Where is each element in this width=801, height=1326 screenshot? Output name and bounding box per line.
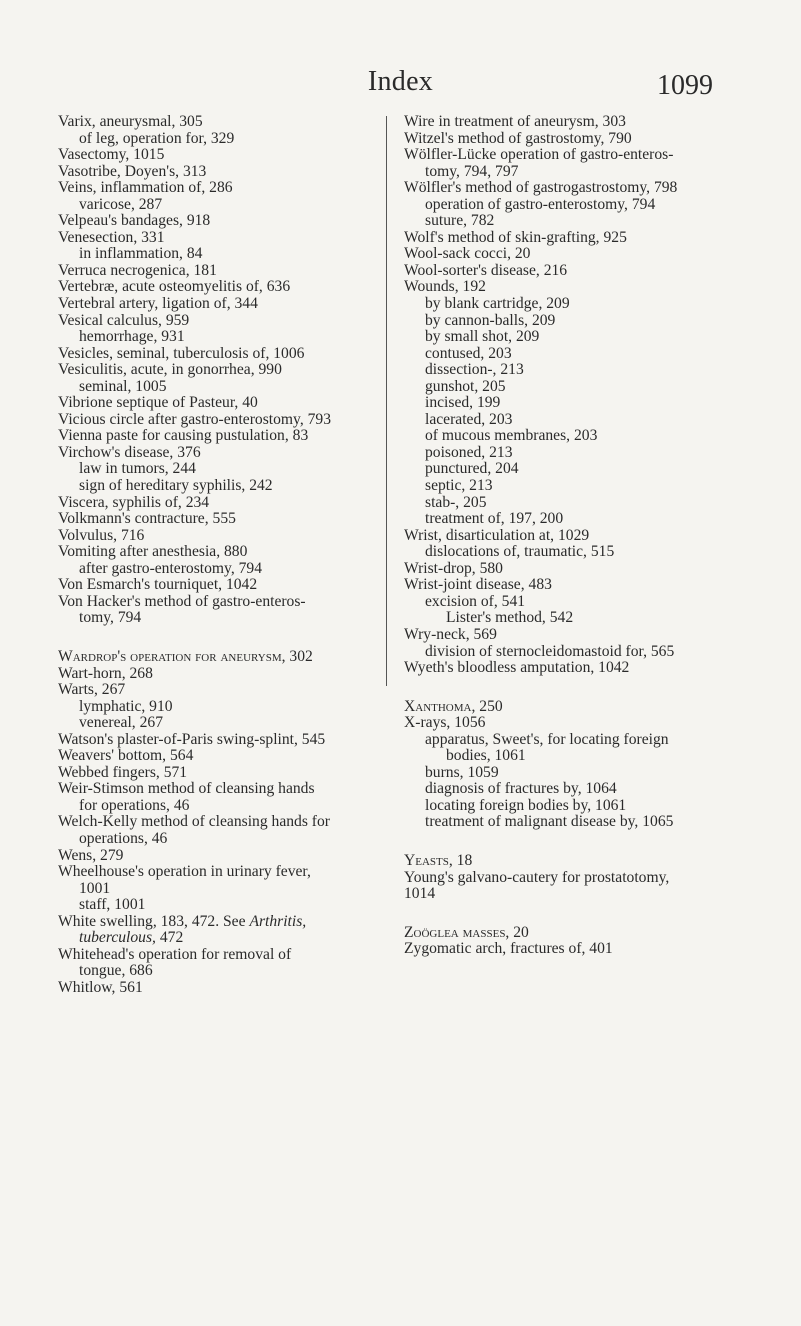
index-entry: Vertebral artery, ligation of, 344 — [58, 295, 258, 313]
index-entry: Weavers' bottom, 564 — [58, 747, 194, 765]
index-entry: Viscera, syphilis of, 234 — [58, 493, 210, 511]
page-number: 1099 — [657, 70, 713, 101]
index-entry: Wrist, disarticulation at, 1029 — [404, 526, 590, 544]
index-entry: Whitlow, 561 — [58, 978, 143, 996]
index-entry: operation of gastro-enterostomy, 794 — [425, 195, 656, 213]
index-entry: tomy, 794 — [79, 609, 142, 627]
index-entry: for operations, 46 — [79, 796, 190, 814]
index-entry: Wool-sack cocci, 20 — [404, 245, 531, 263]
index-entry — [58, 914, 368, 931]
index-entry-text: Wardrop's operation for aneurysm, 302 — [58, 647, 313, 665]
index-entry: venereal, 267 — [79, 714, 163, 732]
index-entry: 1001 — [79, 879, 111, 897]
index-entry: Vertebræ, acute osteomyelitis of, 636 — [58, 278, 291, 296]
index-entry: Wyeth's bloodless amputation, 1042 — [404, 659, 630, 677]
index-entry: septic, 213 — [425, 477, 493, 495]
index-entry-text: 472 — [155, 929, 184, 947]
index-entry: burns, 1059 — [425, 763, 499, 781]
section-gap — [58, 627, 368, 649]
index-entry: Wheelhouse's operation in urinary fever, — [58, 863, 311, 881]
index-entry: Wrist-joint disease, 483 — [404, 576, 552, 594]
index-entry: Wölfler-Lücke operation of gastro-enteros- — [404, 146, 674, 164]
index-entry: Witzel's method of gastrostomy, 790 — [404, 129, 632, 147]
index-entry-text: Xanthoma, 250 — [404, 697, 503, 715]
index-entry: of leg, operation for, 329 — [79, 129, 235, 147]
index-entry: Whitehead's operation for removal of — [58, 945, 292, 963]
index-entry: Verruca necrogenica, 181 — [58, 261, 217, 279]
index-entry: 1014 — [404, 885, 436, 903]
index-entry-text: Zoöglea masses, 20 — [404, 923, 529, 941]
index-entry: by blank cartridge, 209 — [425, 295, 570, 313]
index-entry: tongue, 686 — [79, 962, 153, 980]
cross-reference: tuberculous, — [79, 929, 156, 947]
index-entry — [58, 930, 368, 947]
index-entry: Wrist-drop, 580 — [404, 559, 503, 577]
index-entry: Venesection, 331 — [58, 228, 165, 246]
index-entry: contused, 203 — [425, 344, 512, 362]
index-entry: Von Esmarch's tourniquet, 1042 — [58, 576, 258, 594]
index-entry: by small shot, 209 — [425, 328, 540, 346]
index-entry: Zygomatic arch, fractures of, 401 — [404, 940, 613, 958]
index-entry: Velpeau's bandages, 918 — [58, 212, 211, 230]
index-entry: Welch-Kelly method of cleansing hands for — [58, 813, 330, 831]
index-entry: dissection-, 213 — [425, 361, 524, 379]
index-entry: diagnosis of fractures by, 1064 — [425, 780, 617, 798]
index-entry: after gastro-enterostomy, 794 — [79, 559, 263, 577]
index-entry: treatment of, 197, 200 — [425, 510, 564, 528]
index-entry: Wool-sorter's disease, 216 — [404, 261, 568, 279]
index-entry: Vomiting after anesthesia, 880 — [58, 543, 248, 561]
page-header — [0, 66, 801, 106]
index-entry: punctured, 204 — [425, 460, 519, 478]
index-entry: Vasectomy, 1015 — [58, 146, 165, 164]
index-entry — [404, 699, 734, 716]
index-entry: lymphatic, 910 — [79, 697, 173, 715]
index-entry: sign of hereditary syphilis, 242 — [79, 477, 273, 495]
index-column-left — [58, 114, 368, 996]
section-gap — [404, 903, 734, 925]
index-entry: Veins, inflammation of, 286 — [58, 179, 233, 197]
index-entry: Volvulus, 716 — [58, 526, 145, 544]
index-entry: of mucous membranes, 203 — [425, 427, 598, 445]
index-column-right — [404, 114, 734, 958]
index-entry: Lister's method, 542 — [446, 609, 574, 627]
index-entry — [404, 853, 734, 870]
index-entry — [404, 925, 734, 942]
index-entry: by cannon-balls, 209 — [425, 311, 556, 329]
index-entry: operations, 46 — [79, 829, 168, 847]
index-entry: Webbed fingers, 571 — [58, 763, 188, 781]
index-entry-text: White swelling, 183, 472. See — [58, 912, 250, 930]
index-entry: tomy, 794, 797 — [425, 162, 519, 180]
index-entry: Vasotribe, Doyen's, 313 — [58, 162, 207, 180]
index-entry: excision of, 541 — [425, 592, 526, 610]
index-entry: Vibrione septique of Pasteur, 40 — [58, 394, 258, 412]
index-entry: Watson's plaster-of-Paris swing-splint, 545 — [58, 730, 326, 748]
index-entry: gunshot, 205 — [425, 377, 506, 395]
index-entry: Wolf's method of skin-grafting, 925 — [404, 228, 627, 246]
index-entry: incised, 199 — [425, 394, 501, 412]
index-entry: Vesiculitis, acute, in gonorrhea, 990 — [58, 361, 282, 379]
index-entry: Wens, 279 — [58, 846, 124, 864]
index-entry: law in tumors, 244 — [79, 460, 196, 478]
index-entry: Young's galvano-cautery for prostatotomy, — [404, 868, 670, 886]
section-gap — [404, 677, 734, 699]
index-entry: poisoned, 213 — [425, 443, 513, 461]
page-title: Index — [367, 66, 434, 97]
index-entry: Weir-Stimson method of cleansing hands — [58, 780, 315, 798]
index-entry: locating foreign bodies by, 1061 — [425, 796, 627, 814]
index-entry: staff, 1001 — [79, 896, 146, 914]
column-divider — [386, 116, 387, 686]
index-entry: in inflammation, 84 — [79, 245, 203, 263]
cross-reference: Arthritis, — [249, 912, 307, 930]
index-entry: Vicious circle after gastro-enterostomy, 793 — [58, 410, 332, 428]
index-entry: lacerated, 203 — [425, 410, 513, 428]
index-entry: Vesicles, seminal, tuberculosis of, 1006 — [58, 344, 305, 362]
index-entry: seminal, 1005 — [79, 377, 167, 395]
index-entry: Wölfler's method of gastrogastrostomy, 798 — [404, 179, 678, 197]
index-entry: dislocations of, traumatic, 515 — [425, 543, 615, 561]
index-entry-text: Yeasts, 18 — [404, 851, 473, 869]
index-entry: apparatus, Sweet's, for locating foreign — [425, 730, 669, 748]
index-entry: hemorrhage, 931 — [79, 328, 185, 346]
index-entry: Wart-horn, 268 — [58, 664, 153, 682]
index-entry: Vienna paste for causing pustulation, 83 — [58, 427, 309, 445]
index-entry — [58, 649, 368, 666]
index-entry: bodies, 1061 — [446, 747, 526, 765]
index-entry: suture, 782 — [425, 212, 495, 230]
index-entry: Warts, 267 — [58, 681, 126, 699]
index-entry: Volkmann's contracture, 555 — [58, 510, 236, 528]
index-entry: Wounds, 192 — [404, 278, 486, 296]
section-gap — [404, 831, 734, 853]
index-entry: Virchow's disease, 376 — [58, 443, 201, 461]
index-entry: stab-, 205 — [425, 493, 487, 511]
index-entry: varicose, 287 — [79, 195, 163, 213]
index-entry: Vesical calculus, 959 — [58, 311, 190, 329]
index-entry: Wry-neck, 569 — [404, 625, 497, 643]
index-entry: X-rays, 1056 — [404, 714, 486, 732]
index-entry: Von Hacker's method of gastro-enteros- — [58, 592, 306, 610]
index-entry: treatment of malignant disease by, 1065 — [425, 813, 674, 831]
index-entry: Varix, aneurysmal, 305 — [58, 113, 203, 130]
index-entry: division of sternocleidomastoid for, 565 — [425, 642, 675, 660]
index-entry: Wire in treatment of aneurysm, 303 — [404, 113, 626, 130]
